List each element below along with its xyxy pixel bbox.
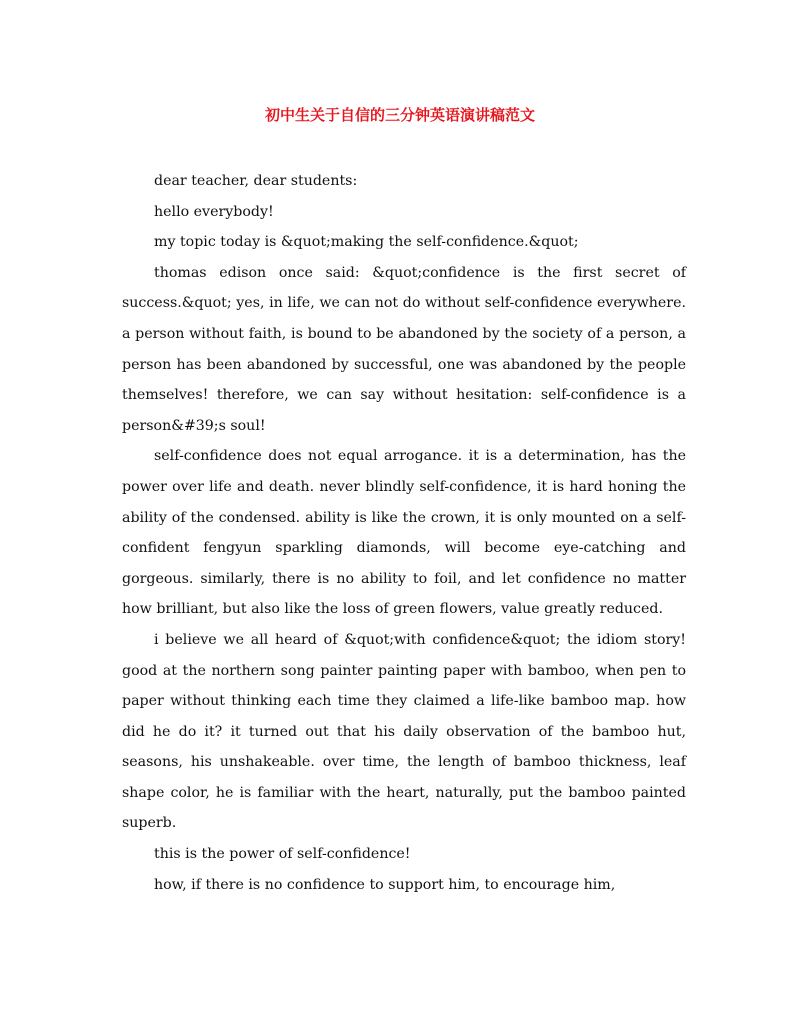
- paragraph-greeting: dear teacher, dear students:: [154, 173, 358, 189]
- document-title: 初中生关于自信的三分钟英语演讲稿范文: [264, 106, 535, 124]
- paragraph-hello: hello everybody!: [154, 203, 274, 220]
- paragraph-edison-quote: thomas edison once said: &quot;confidence is the first secret of success.&quot; yes, in life, we can not do without self-confidence everywhere. a person without faith, is bound to be abandoned by the society of a person, a person has been abandoned by successful, one was abandoned by the people themselves! therefore, we can say without hesitation: self-confidence is a person&#39;s soul!: [122, 264, 686, 434]
- paragraph-power: this is the power of self-confidence!: [154, 846, 411, 863]
- document-body: [122, 166, 686, 900]
- paragraph-arrogance: self-confidence does not equal arrogance. it is a determination, has the power over life and death. never blindly self-confidence, it is hard honing the ability of the condensed. ability is like the crown, it is only mounted on a self-confident fengyun sparkling diamonds, will become eye-catching and gorgeous. similarly, there is no ability to foil, and let confidence no matter how brilliant, but also like the loss of green flowers, value greatly reduced.: [122, 448, 686, 618]
- paragraph-continuation: how, if there is no confidence to support him, to encourage him,: [154, 876, 616, 893]
- paragraph-bamboo-story: i believe we all heard of &quot;with confidence&quot; the idiom story! good at the northern song painter painting paper with bamboo, when pen to paper without thinking each time they claimed a life-like bamboo map. how did he do it? it turned out that his daily observation of the bamboo hut, seasons, his unshakeable. over time, the length of bamboo thickness, leaf shape color, he is familiar with the heart, naturally, put the bamboo painted superb.: [122, 631, 686, 832]
- paragraph-topic: my topic today is &quot;making the self-confidence.&quot;: [154, 234, 579, 251]
